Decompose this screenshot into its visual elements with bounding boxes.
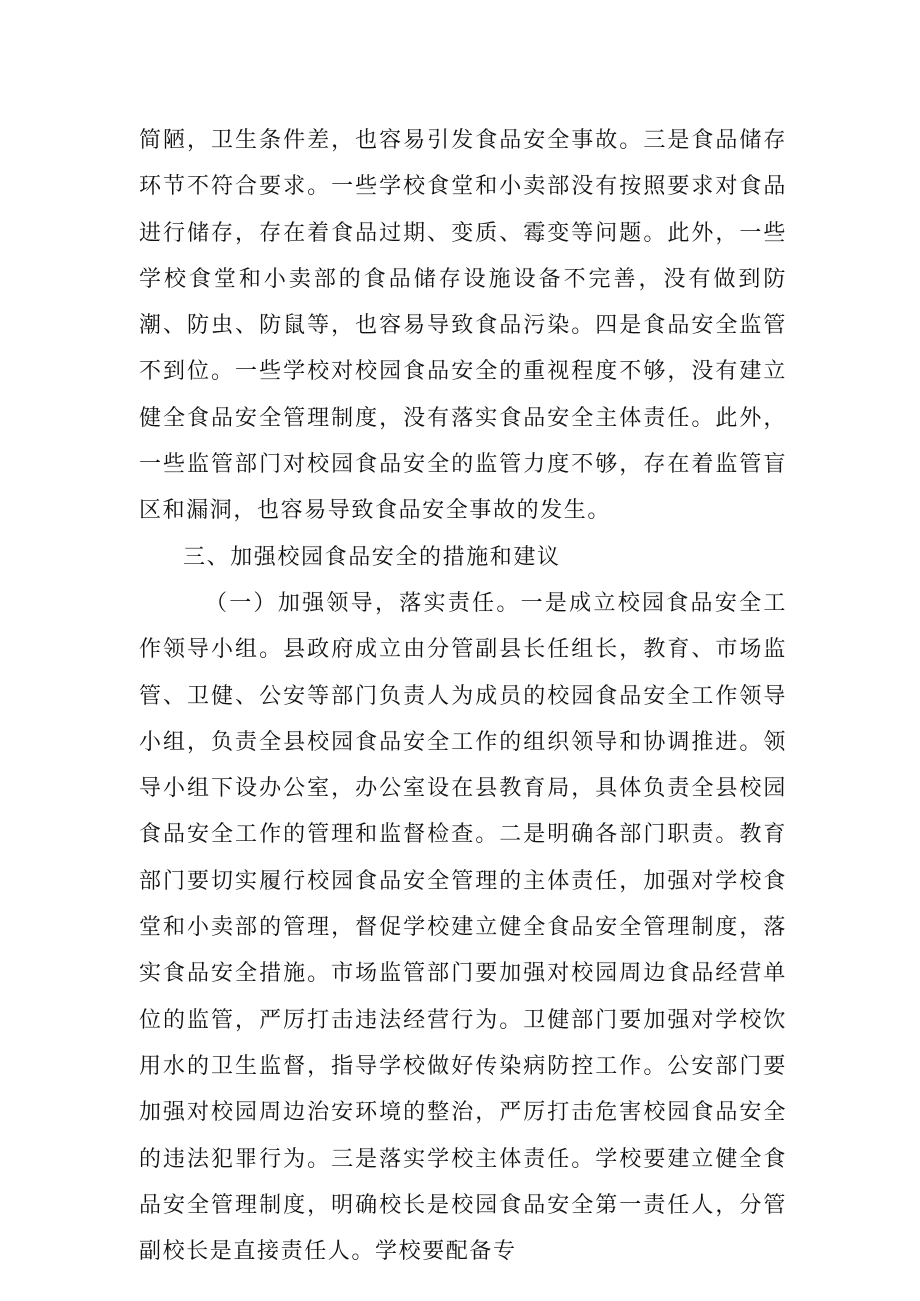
section-heading-measures: 三、加强校园食品安全的措施和建议 (183, 544, 561, 570)
paragraph-leadership-responsibility: （一）加强领导，落实责任。一是成立校园食品安全工作领导小组。县政府成立由分管副县长任组长，教育、市场监管、卫健、公安等部门负责人为成员的校园食品安全工作领导小组，负责全县校园食品安全工作的组织领导和协调推进。领导小组下设办公室，办公室设在县教育局，具体负责全县校园食品安全工作的管理和监督检查。二是明确各部门职责。教育部门要切实履行校园食品安全管理的主体责任，加强对学校食堂和小卖部的管理，督促学校建立健全食品安全管理制度，落实食品安全措施。市场监管部门要加强对校园周边食品经营单位的监管，严厉打击违法经营行为。卫健部门要加强对学校饮用水的卫生监督，指导学校做好传染病防控工作。公安部门要加强对校园周边治安环境的整治，严厉打击危害校园食品安全的违法犯罪行为。三是落实学校主体责任。学校要建立健全食品安全管理制度，明确校长是校园食品安全第一责任人，分管副校长是直接责任人。学校要配备专 (139, 590, 787, 1265)
paragraph-food-safety-issues: 简陋，卫生条件差，也容易引发食品安全事故。三是食品储存环节不符合要求。一些学校食堂和小卖部没有按照要求对食品进行储存，存在着食品过期、变质、霉变等问题。此外，一些学校食堂和小卖部的食品储存设施设备不完善，没有做到防潮、防虫、防鼠等，也容易导致食品污染。四是食品安全监管不到位。一些学校对校园食品安全的重视程度不够，没有建立健全食品安全管理制度，没有落实食品安全主体责任。此外，一些监管部门对校园食品安全的监管力度不够，存在着监管盲区和漏洞，也容易导致食品安全事故的发生。 (139, 128, 787, 524)
document-page (139, 118, 787, 1275)
